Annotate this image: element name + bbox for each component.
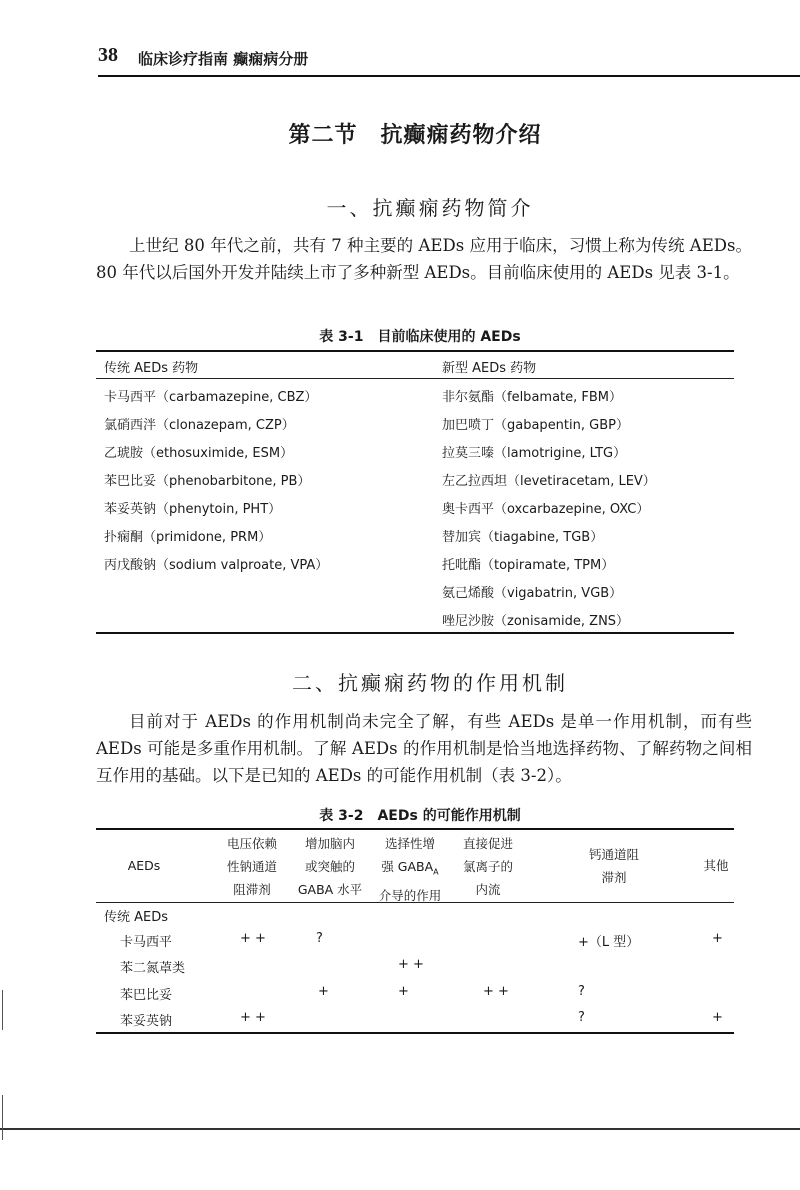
header-line: 直接促进 (462, 836, 513, 851)
table-cell: + (318, 984, 329, 999)
header-line: 氯离子的 (462, 859, 513, 874)
table-row-name: 苯妥英钠 (120, 1014, 173, 1029)
table-cell: 奥卡西平（oxcarbazepine, OXC） (442, 502, 650, 517)
margin-mark (2, 1095, 3, 1140)
table-cell: 苯妥英钠（phenytoin, PHT） (104, 502, 282, 517)
table1-top-rule (96, 350, 734, 352)
header-line: 滞剂 (601, 870, 627, 885)
table-cell: 氨己烯酸（vigabatrin, VGB） (442, 586, 623, 601)
running-header (98, 44, 798, 74)
book-title: 临床诊疗指南 癫痫病分册 (138, 50, 309, 68)
table-cell: + (712, 931, 723, 946)
table-cell: ? (316, 931, 323, 946)
table-cell: 托吡酯（topiramate, TPM） (442, 558, 615, 573)
table-cell: 唑尼沙胺（zonisamide, ZNS） (442, 614, 630, 629)
table-cell: + + (398, 957, 424, 972)
header-line: 钙通道阻 (588, 847, 639, 862)
table-cell: ? (578, 1010, 585, 1025)
table2-header-gaba-level (288, 832, 372, 901)
table-row-name: 苯巴比妥 (120, 988, 173, 1003)
table2-header-rule (96, 902, 734, 903)
header-line: 电压依赖 (226, 836, 277, 851)
header-line: 内流 (475, 882, 501, 897)
table-cell: 扑痫酮（primidone, PRM） (104, 530, 272, 545)
header-line: 性钠通道 (226, 859, 277, 874)
table-cell: + (398, 984, 409, 999)
subsection-title-1: 一、抗癫痫药物简介 (326, 196, 534, 220)
table2-header-na-channel (210, 832, 294, 901)
table1-header-rule (96, 378, 734, 379)
scan-edge-line (0, 1128, 800, 1130)
table1-header-new: 新型 AEDs 药物 (442, 361, 537, 376)
table-row-name: 卡马西平 (120, 935, 173, 950)
table-cell: 丙戊酸钠（sodium valproate, VPA） (104, 558, 329, 573)
table-cell: + + (483, 984, 509, 999)
table-cell: +（L 型） (578, 935, 640, 950)
table-cell: 苯巴比妥（phenobarbitone, PB） (104, 474, 311, 489)
table-cell: + + (240, 1010, 266, 1025)
table-cell: 非尔氨酯（felbamate, FBM） (442, 390, 623, 405)
header-line: GABA 水平 (297, 882, 363, 897)
table2-header-aeds: AEDs (127, 858, 161, 873)
table2-group-label: 传统 AEDs (104, 910, 169, 925)
page-number: 38 (98, 44, 118, 66)
table2-header-gaba-a (368, 832, 452, 907)
paragraph-2: 目前对于 AEDs 的作用机制尚未完全了解，有些 AEDs 是单一作用机制，而有些 AEDs 可能是多重作用机制。了解 AEDs 的作用机制是恰当地选择药物、了解药物之间相互作用的基础。以下是已知的 AEDs 的可能作用机制（表 3-2）。 (96, 712, 752, 785)
table2-header-chloride (446, 832, 530, 901)
table2-header-calcium (566, 843, 662, 889)
table2-bottom-rule (96, 1032, 734, 1034)
table1-bottom-rule (96, 632, 734, 634)
header-line: 增加脑内 (304, 836, 355, 851)
table-cell: 加巴喷丁（gabapentin, GBP） (442, 418, 629, 433)
table-cell: + + (240, 931, 266, 946)
section-title: 第二节 抗癫痫药物介绍 (288, 122, 542, 148)
paragraph-1: 上世纪 80 年代之前，共有 7 种主要的 AEDs 应用于临床，习惯上称为传统 AEDs。80 年代以后国外开发并陆续上市了多种新型 AEDs。目前临床使用的 AEDs 见表 3-1。 (96, 236, 752, 282)
table1-header-traditional: 传统 AEDs 药物 (104, 361, 199, 376)
table1-caption: 表 3-1 目前临床使用的 AEDs (319, 329, 521, 345)
subsection-title-2: 二、抗癫痫药物的作用机制 (292, 671, 568, 695)
header-line: 阻滞剂 (233, 882, 271, 897)
table-cell: 氯硝西泮（clonazepam, CZP） (104, 418, 295, 433)
table-cell: 卡马西平（carbamazepine, CBZ） (104, 390, 318, 405)
header-line: 选择性增 (384, 836, 435, 851)
header-rule (98, 75, 800, 77)
table-cell: 左乙拉西坦（levetiracetam, LEV） (442, 474, 656, 489)
table2-header-other: 其他 (703, 858, 729, 873)
table2-caption: 表 3-2 AEDs 的可能作用机制 (319, 808, 521, 824)
header-line: 介导的作用 (378, 887, 442, 903)
table-cell: 替加宾（tiagabine, TGB） (442, 530, 604, 545)
margin-mark (2, 990, 3, 1030)
header-line: 或突触的 (304, 859, 355, 874)
table-cell: ? (578, 984, 585, 999)
header-line: 强 $GABA_A$ (381, 859, 439, 877)
table-row-name: 苯二氮䓬类 (120, 961, 186, 976)
table-cell: + (712, 1010, 723, 1025)
table2-top-rule (96, 828, 734, 830)
table-cell: 拉莫三嗪（lamotrigine, LTG） (442, 446, 627, 461)
table-cell: 乙琥胺（ethosuximide, ESM） (104, 446, 294, 461)
